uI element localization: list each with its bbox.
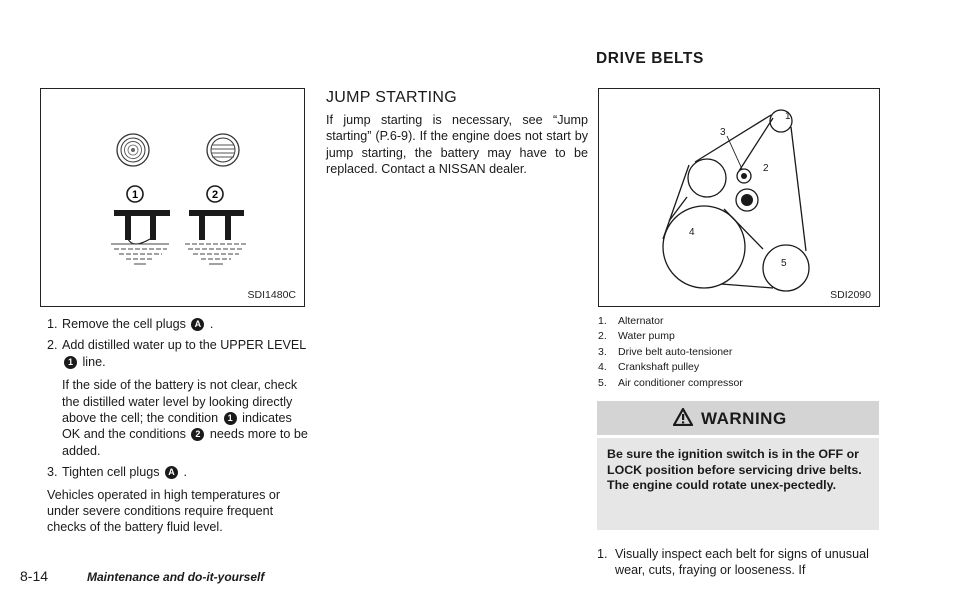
step-2	[47, 337, 311, 370]
battery-cell-illustration	[41, 89, 304, 306]
drive-belts-heading: DRIVE BELTS	[596, 50, 704, 67]
marker-2-icon	[207, 186, 223, 202]
step-3	[47, 464, 311, 480]
legend-text: Water pump	[618, 330, 675, 343]
left-steps	[47, 316, 311, 536]
legend-num: 2.	[598, 330, 607, 343]
legend-num: 5.	[598, 376, 607, 389]
badge-2-icon: 2	[191, 428, 204, 441]
step-3-text: Tighten cell plugs	[62, 465, 160, 480]
figure-label-3: 3	[720, 127, 726, 138]
step-2-text: Add distilled water up to the UPPER LEVEL	[62, 338, 306, 353]
step-1-post: .	[209, 317, 214, 331]
step-1-num: 1.	[47, 317, 58, 331]
step-3-post: .	[183, 465, 188, 480]
warning-title: WARNING	[701, 409, 787, 428]
figure-code: SDI1480C	[247, 289, 296, 301]
battery-figure	[40, 88, 305, 307]
legend-text: Crankshaft pulley	[618, 361, 700, 374]
legend-num: 4.	[598, 361, 607, 374]
badge-1-icon: 1	[224, 412, 237, 425]
page-number: 8-14	[20, 568, 49, 584]
figure-label-4: 4	[689, 227, 695, 238]
legend-text: Drive belt auto-tensioner	[618, 345, 733, 358]
battery-note: Vehicles operated in high temperatures or under severe conditions require frequent checks of the battery fluid level.	[47, 487, 281, 535]
water-level-low	[185, 210, 246, 264]
legend-item	[598, 376, 878, 391]
legend-num: 3.	[598, 345, 607, 358]
drive-belt-figure	[598, 88, 880, 307]
step-3-num: 3.	[47, 465, 58, 480]
step-2-post: line.	[82, 354, 106, 369]
step-1-text: Remove the cell plugs	[62, 317, 186, 331]
figure-label-2: 2	[763, 163, 769, 174]
belt-step-1-num: 1.	[597, 547, 608, 561]
figure-label-5: 5	[781, 258, 787, 269]
detail-part-1: If the side of the battery is not clear, check the distilled water level by looking directly above the cell; the condition	[62, 378, 298, 426]
jump-starting-body: If jump starting is necessary, see “Jump starting” (P.6-9). If the engine does not start by jump starting, the battery may have to be replaced. Contact a NISSAN dealer.	[326, 113, 588, 177]
water-pump-pulley	[688, 159, 726, 197]
marker-1-icon	[127, 186, 143, 202]
step-1	[47, 316, 311, 332]
marker-2-label: 2	[211, 189, 219, 201]
step-2-detail	[47, 377, 311, 459]
cell-plug-left	[117, 134, 149, 166]
belt-step-1-text: Visually inspect each belt for signs of unusual wear, cuts, fraying or looseness. If	[615, 547, 869, 578]
marker-1-label: 1	[131, 189, 139, 201]
warning-header	[597, 401, 879, 435]
figure-code: SDI2090	[830, 289, 871, 301]
jump-starting-heading: JUMP STARTING	[326, 89, 458, 106]
legend-text: Alternator	[618, 315, 664, 327]
detail-part-2: indicates OK and the conditions	[62, 411, 292, 442]
section-title: Maintenance and do-it-yourself	[87, 570, 265, 584]
warning-triangle-icon	[673, 408, 693, 426]
step-2-num: 2.	[47, 338, 58, 353]
badge-1-icon: 1	[64, 356, 77, 369]
legend-item	[598, 329, 878, 344]
legend-num: 1.	[598, 315, 607, 327]
warning-text: Be sure the ignition switch is in the OFF or LOCK position before servicing drive belts. The engine could rotate unex-pectedly.	[597, 438, 879, 530]
legend-item	[598, 360, 878, 375]
cell-plug-right	[207, 134, 239, 166]
drive-belt-diagram	[599, 89, 879, 306]
detail-part-3: needs more to be added.	[62, 427, 308, 458]
figure-label-1: 1	[785, 111, 791, 122]
legend-item	[598, 345, 878, 360]
badge-a-icon: A	[191, 318, 204, 331]
belt-legend	[598, 314, 878, 391]
badge-a-icon: A	[165, 466, 178, 479]
water-level-ok	[111, 210, 170, 264]
legend-text: Air conditioner compressor	[618, 376, 743, 389]
legend-item	[598, 314, 878, 329]
belt-step-1	[597, 546, 881, 579]
